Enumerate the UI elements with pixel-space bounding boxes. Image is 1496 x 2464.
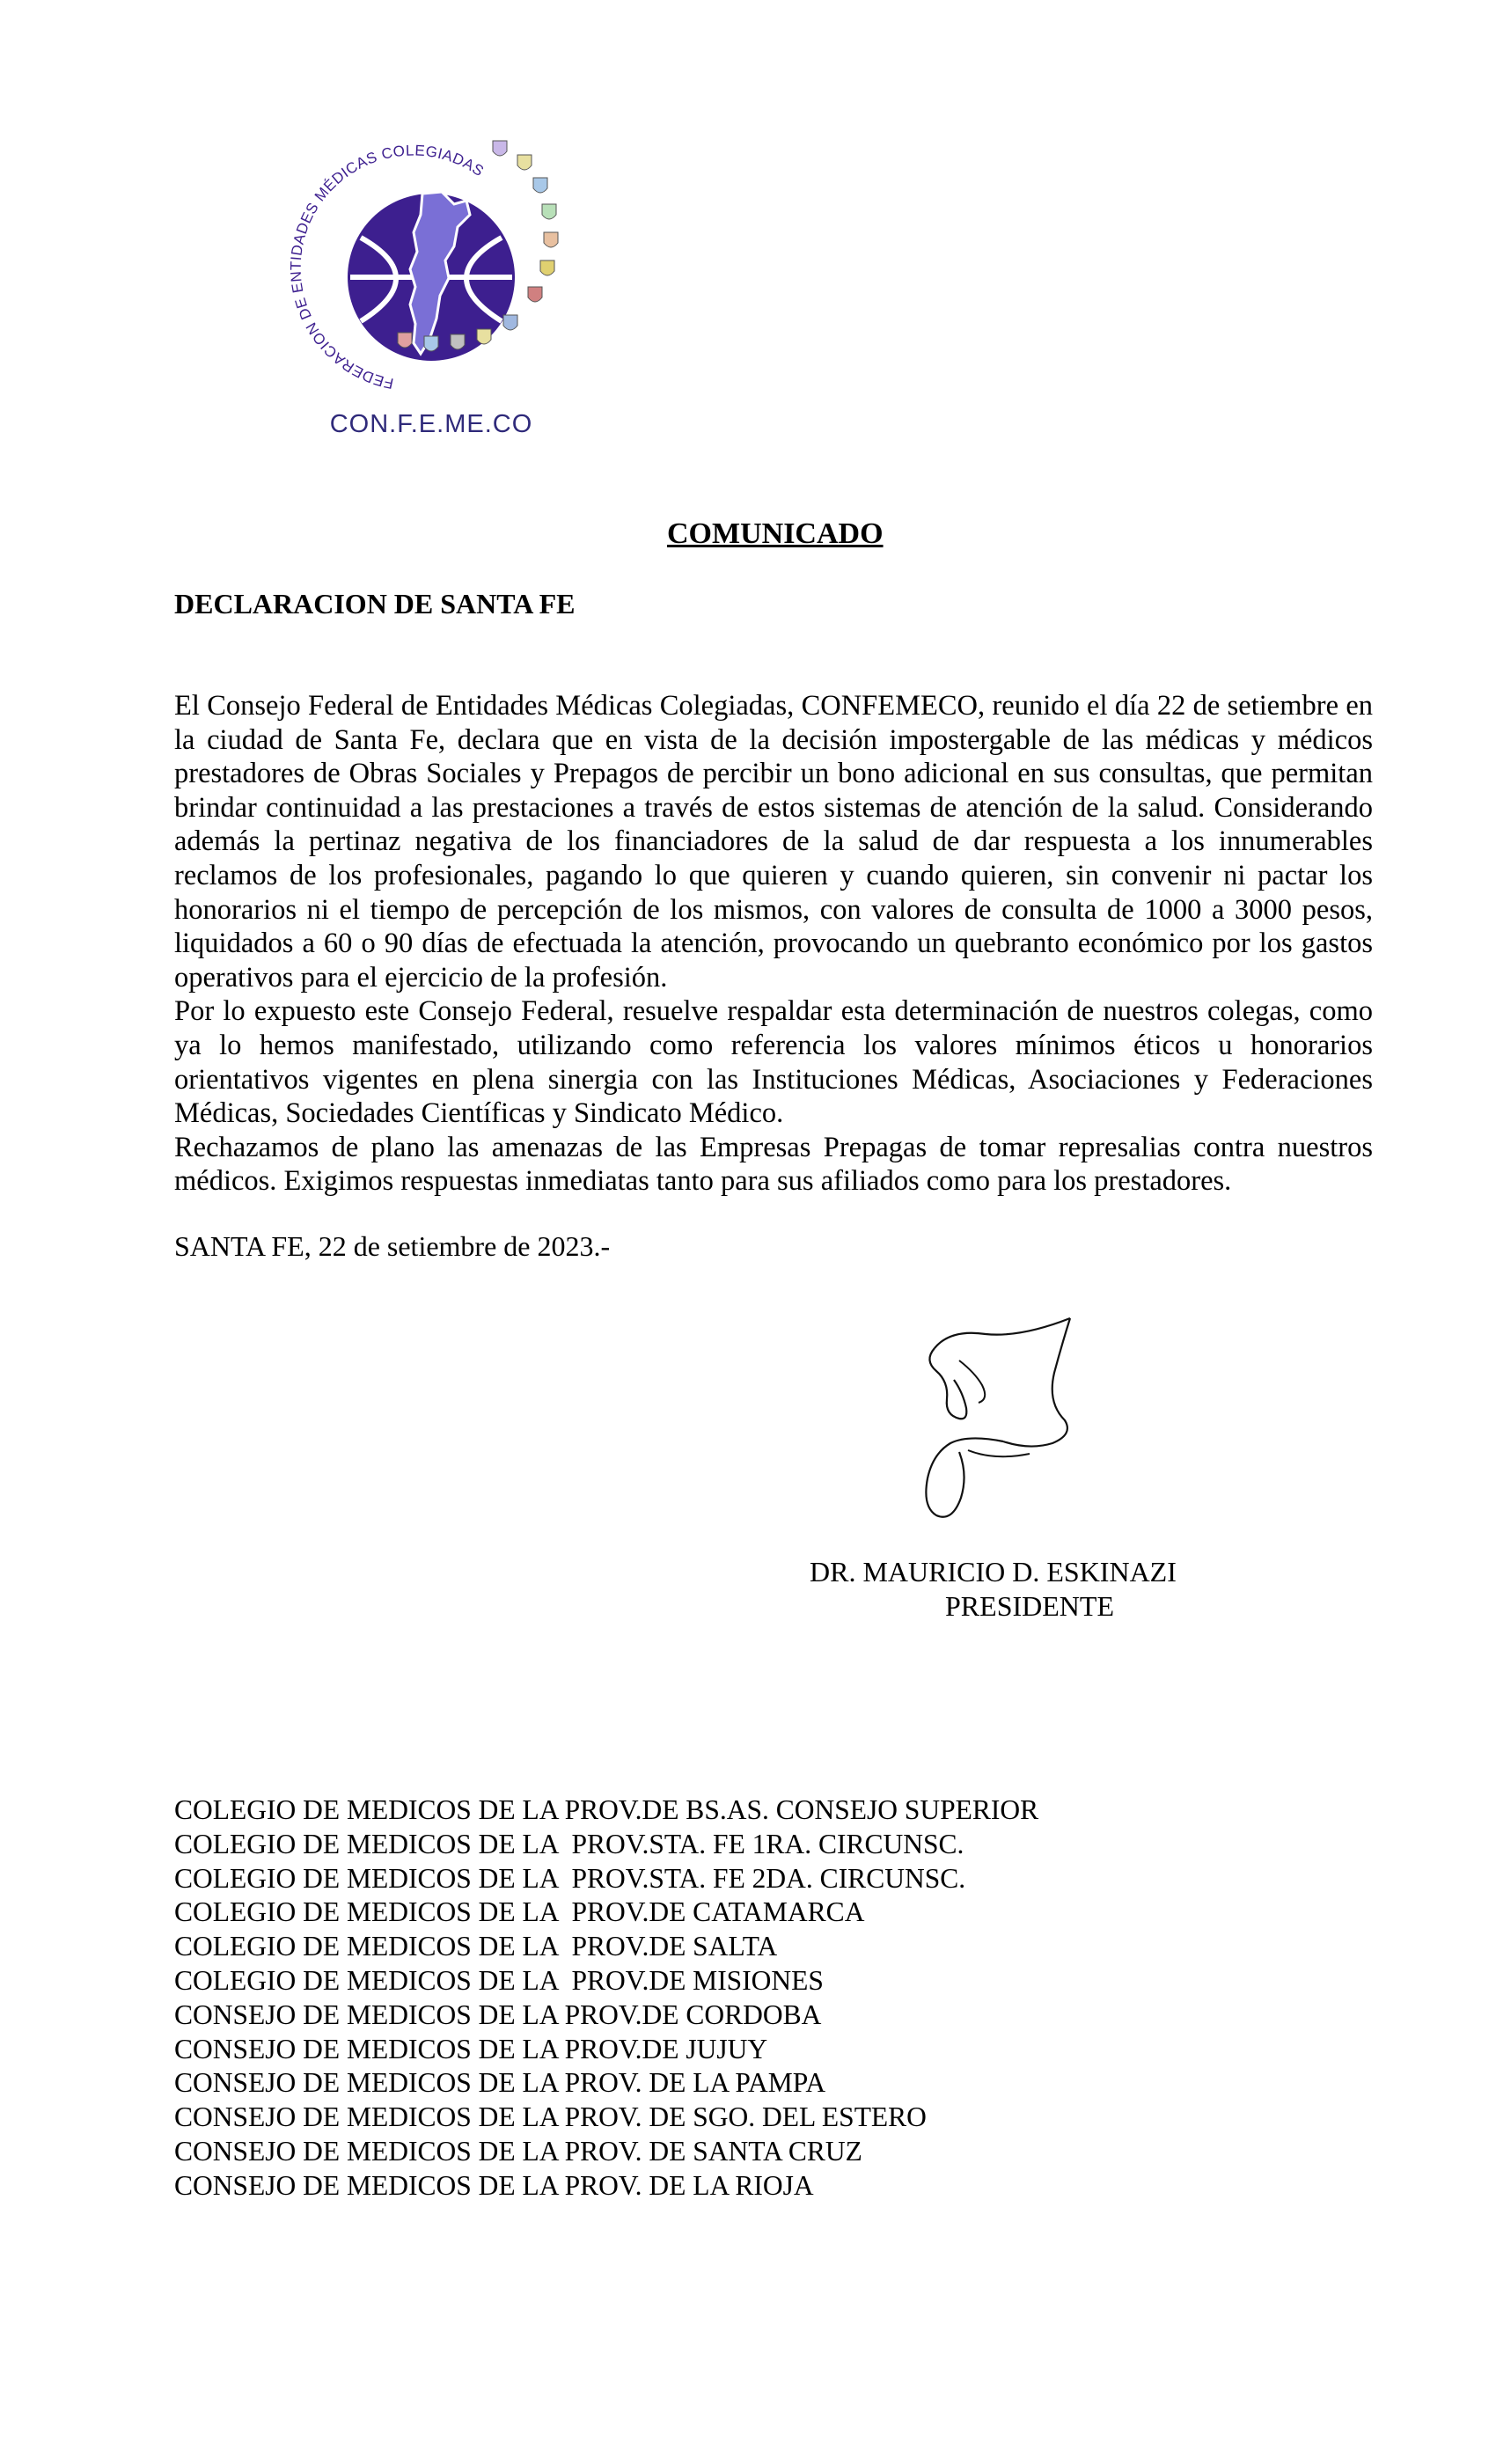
handwritten-signature	[898, 1311, 1091, 1531]
list-item: CONSEJO DE MEDICOS DE LA PROV. DE LA PAMPA	[174, 2067, 826, 2099]
logo-emblem-icon	[282, 123, 581, 405]
signer-role: PRESIDENTE	[945, 1590, 1114, 1622]
document-subtitle: DECLARACION DE SANTA FE	[174, 588, 576, 620]
list-item: COLEGIO DE MEDICOS DE LA PROV.DE CATAMARCA	[174, 1896, 865, 1928]
confemeco-logo	[282, 123, 581, 458]
logo-caption: CON.F.E.ME.CO	[329, 410, 533, 438]
list-item: COLEGIO DE MEDICOS DE LA PROV.STA. FE 2DA. CIRCUNSC.	[174, 1862, 966, 1894]
document-title: COMUNICADO	[667, 517, 884, 550]
signer-name: DR. MAURICIO D. ESKINAZI	[810, 1556, 1177, 1588]
document-body	[174, 689, 1373, 1199]
paragraph: Rechazamos de plano las amenazas de las Empresas Prepagas de tomar represalias contra nuestros médicos. Exigimos respuestas inmediatas tanto para sus afiliados como para los prestadores.	[174, 1131, 1373, 1198]
list-item: CONSEJO DE MEDICOS DE LA PROV. DE SGO. DEL ESTERO	[174, 2101, 927, 2133]
list-item: COLEGIO DE MEDICOS DE LA PROV.DE SALTA	[174, 1931, 778, 1962]
list-item: COLEGIO DE MEDICOS DE LA PROV.DE MISIONES	[174, 1964, 824, 1996]
list-item: COLEGIO DE MEDICOS DE LA PROV.DE BS.AS. CONSEJO SUPERIOR	[174, 1794, 1039, 1825]
signer-block	[810, 1555, 1214, 1624]
paragraph: El Consejo Federal de Entidades Médicas Colegiadas, CONFEMECO, reunido el día 22 de setiembre en la ciudad de Santa Fe, declara que en vista de la decisión impostergable de las médicas y médicos prestadores de Obras Sociales y Prepagos de percibir un bono adicional en sus consultas, que permitan brindar continuidad a las prestaciones a través de estos sistemas de atención de la salud. Considerando además la pertinaz negativa de los financiadores de la salud de dar respuesta a los innumerables reclamos de los profesionales, pagando lo que quieren y cuando quieren, sin convenir ni pactar los honorarios ni el tiempo de percepción de los mismos, con valores de consulta de 1000 a 3000 pesos, liquidados a 60 o 90 días de efectuada la atención, provocando un quebranto económico por los gastos operativos para el ejercicio de la profesión.	[174, 690, 1373, 994]
list-item: CONSEJO DE MEDICOS DE LA PROV. DE SANTA CRUZ	[174, 2135, 862, 2167]
list-item: CONSEJO DE MEDICOS DE LA PROV.DE JUJUY	[174, 2033, 768, 2064]
list-item: CONSEJO DE MEDICOS DE LA PROV.DE CORDOBA	[174, 1998, 822, 2030]
date-line: SANTA FE, 22 de setiembre de 2023.-	[174, 1230, 611, 1262]
member-institutions-list	[174, 1793, 1038, 2204]
list-item: COLEGIO DE MEDICOS DE LA PROV.STA. FE 1RA. CIRCUNSC.	[174, 1828, 964, 1859]
logo-ring-text: FEDERACION DE ENTIDADES MÉDICAS COLEGIADAS	[287, 142, 488, 392]
paragraph: Por lo expuesto este Consejo Federal, resuelve respaldar esta determinación de nuestros colegas, como ya lo hemos manifestado, utilizando como referencia los valores mínimos éticos u honorarios orientativos vigentes en plena sinergia con las Instituciones Médicas, Asociaciones y Federaciones Médicas, Sociedades Científicas y Sindicato Médico.	[174, 995, 1373, 1130]
list-item: CONSEJO DE MEDICOS DE LA PROV. DE LA RIOJA	[174, 2169, 814, 2201]
